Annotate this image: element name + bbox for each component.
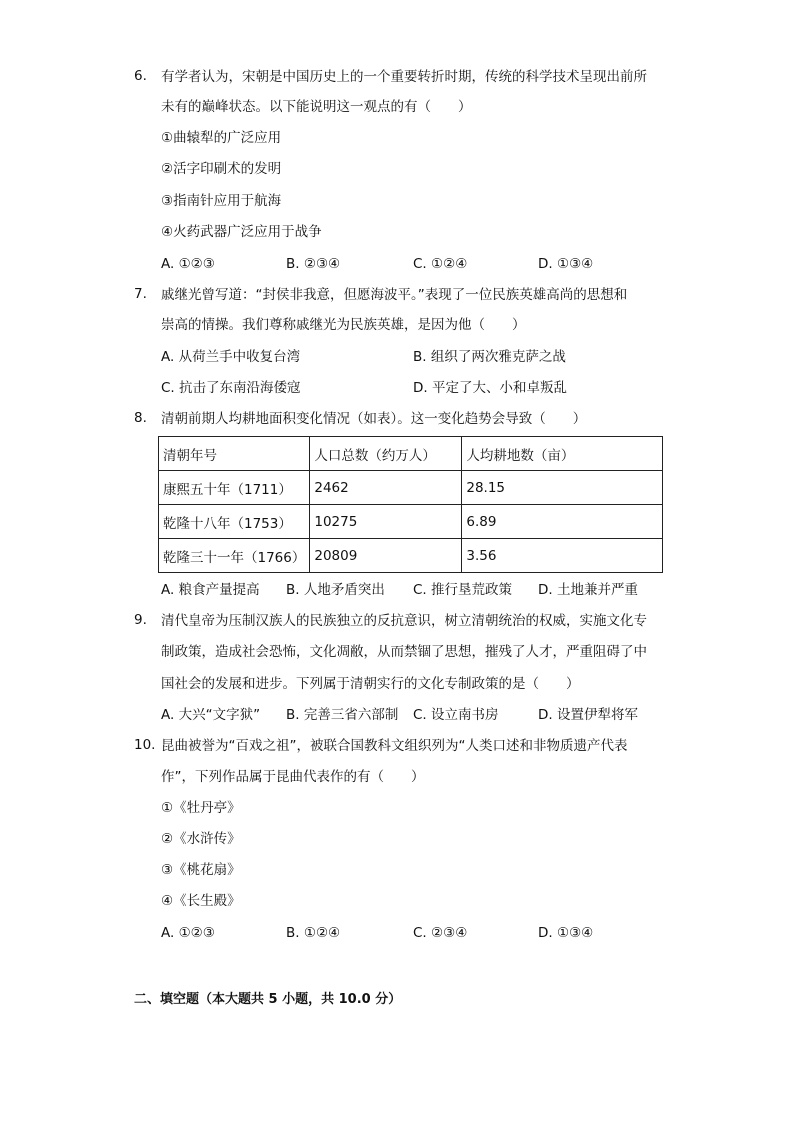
question-number: 8. (134, 410, 147, 426)
table-cell: 3.56 (462, 539, 663, 573)
data-table (158, 436, 663, 573)
option-c[interactable]: C. ②③④ (413, 925, 468, 941)
option-b[interactable]: B. 人地矛盾突出 (286, 582, 385, 598)
statement-item: ③指南针应用于航海 (161, 193, 282, 209)
table-row (159, 539, 663, 573)
option-b[interactable]: B. ②③④ (286, 256, 341, 272)
table-header-cell: 人均耕地数（亩） (462, 437, 663, 471)
option-c[interactable]: C. ①②④ (413, 256, 468, 272)
option-a[interactable]: A. 从荷兰手中收复台湾 (161, 349, 301, 365)
table-cell: 6.89 (462, 505, 663, 539)
option-a[interactable]: A. 大兴“文字狱” (161, 707, 261, 723)
question-text-line: 崇高的情操。我们尊称戚继光为民族英雄，是因为他（ ） (161, 317, 526, 333)
question-text-line: 未有的巅峰状态。以下能说明这一观点的有（ ） (161, 99, 472, 115)
table-cell: 乾隆十八年（1753） (159, 505, 310, 539)
question-number: 9. (134, 612, 147, 628)
option-d[interactable]: D. ①③④ (538, 925, 594, 941)
table-cell: 10275 (310, 505, 462, 539)
statement-item: ②《水浒传》 (161, 831, 241, 847)
statement-item: ③《桃花扇》 (161, 862, 241, 878)
option-b[interactable]: B. ①②④ (286, 925, 341, 941)
table-cell: 2462 (310, 471, 462, 505)
statement-item: ②活字印刷术的发明 (161, 161, 282, 177)
question-text-line: 清代皇帝为压制汉族人的民族独立的反抗意识，树立清朝统治的权威，实施文化专 (161, 613, 647, 629)
question-number: 10. (134, 737, 156, 753)
table-header-row (159, 437, 663, 471)
statement-item: ④《长生殿》 (161, 893, 241, 909)
option-a[interactable]: A. ①②③ (161, 925, 215, 941)
option-d[interactable]: D. 平定了大、小和卓叛乱 (413, 380, 567, 396)
option-d[interactable]: D. ①③④ (538, 256, 594, 272)
table-row (159, 471, 663, 505)
table-header-cell: 清朝年号 (159, 437, 310, 471)
option-c[interactable]: C. 推行垦荒政策 (413, 582, 513, 598)
option-c[interactable]: C. 设立南书房 (413, 707, 499, 723)
table-cell: 乾隆三十一年（1766） (159, 539, 310, 573)
table-row (159, 505, 663, 539)
section-heading: 二、填空题（本大题共 5 小题，共 10.0 分） (134, 992, 402, 1007)
question-text-line: 作”，下列作品属于昆曲代表作的有（ ） (161, 769, 425, 785)
statement-item: ④火药武器广泛应用于战争 (161, 224, 322, 240)
statement-item: ①《牡丹亭》 (161, 800, 241, 816)
question-text-line: 清朝前期人均耕地面积变化情况（如表）。这一变化趋势会导致（ ） (161, 411, 587, 427)
table-header-cell: 人口总数（约万人） (310, 437, 462, 471)
question-text-line: 国社会的发展和进步。下列属于清朝实行的文化专制政策的是（ ） (161, 676, 580, 692)
option-a[interactable]: A. ①②③ (161, 256, 215, 272)
option-d[interactable]: D. 设置伊犁将军 (538, 707, 638, 723)
question-text-line: 制政策，造成社会恐怖，文化凋敝，从而禁锢了思想，摧残了人才，严重阻碍了中 (161, 644, 647, 660)
option-c[interactable]: C. 抗击了东南沿海倭寇 (161, 380, 301, 396)
table-cell: 20809 (310, 539, 462, 573)
table-cell: 28.15 (462, 471, 663, 505)
table-cell: 康熙五十年（1711） (159, 471, 310, 505)
option-d[interactable]: D. 土地兼并严重 (538, 582, 638, 598)
question-text-line: 有学者认为，宋朝是中国历史上的一个重要转折时期，传统的科学技术呈现出前所 (161, 69, 647, 85)
question-number: 6. (134, 68, 147, 84)
option-a[interactable]: A. 粮食产量提高 (161, 582, 260, 598)
question-text-line: 戚继光曾写道：“封侯非我意，但愿海波平。”表现了一位民族英雄高尚的思想和 (161, 287, 628, 303)
question-text-line: 昆曲被誉为“百戏之祖”，被联合国教科文组织列为“人类口述和非物质遗产代表 (161, 738, 628, 754)
statement-item: ①曲辕犁的广泛应用 (161, 130, 282, 146)
option-b[interactable]: B. 完善三省六部制 (286, 707, 399, 723)
question-number: 7. (134, 286, 147, 302)
option-b[interactable]: B. 组织了两次雅克萨之战 (413, 349, 566, 365)
